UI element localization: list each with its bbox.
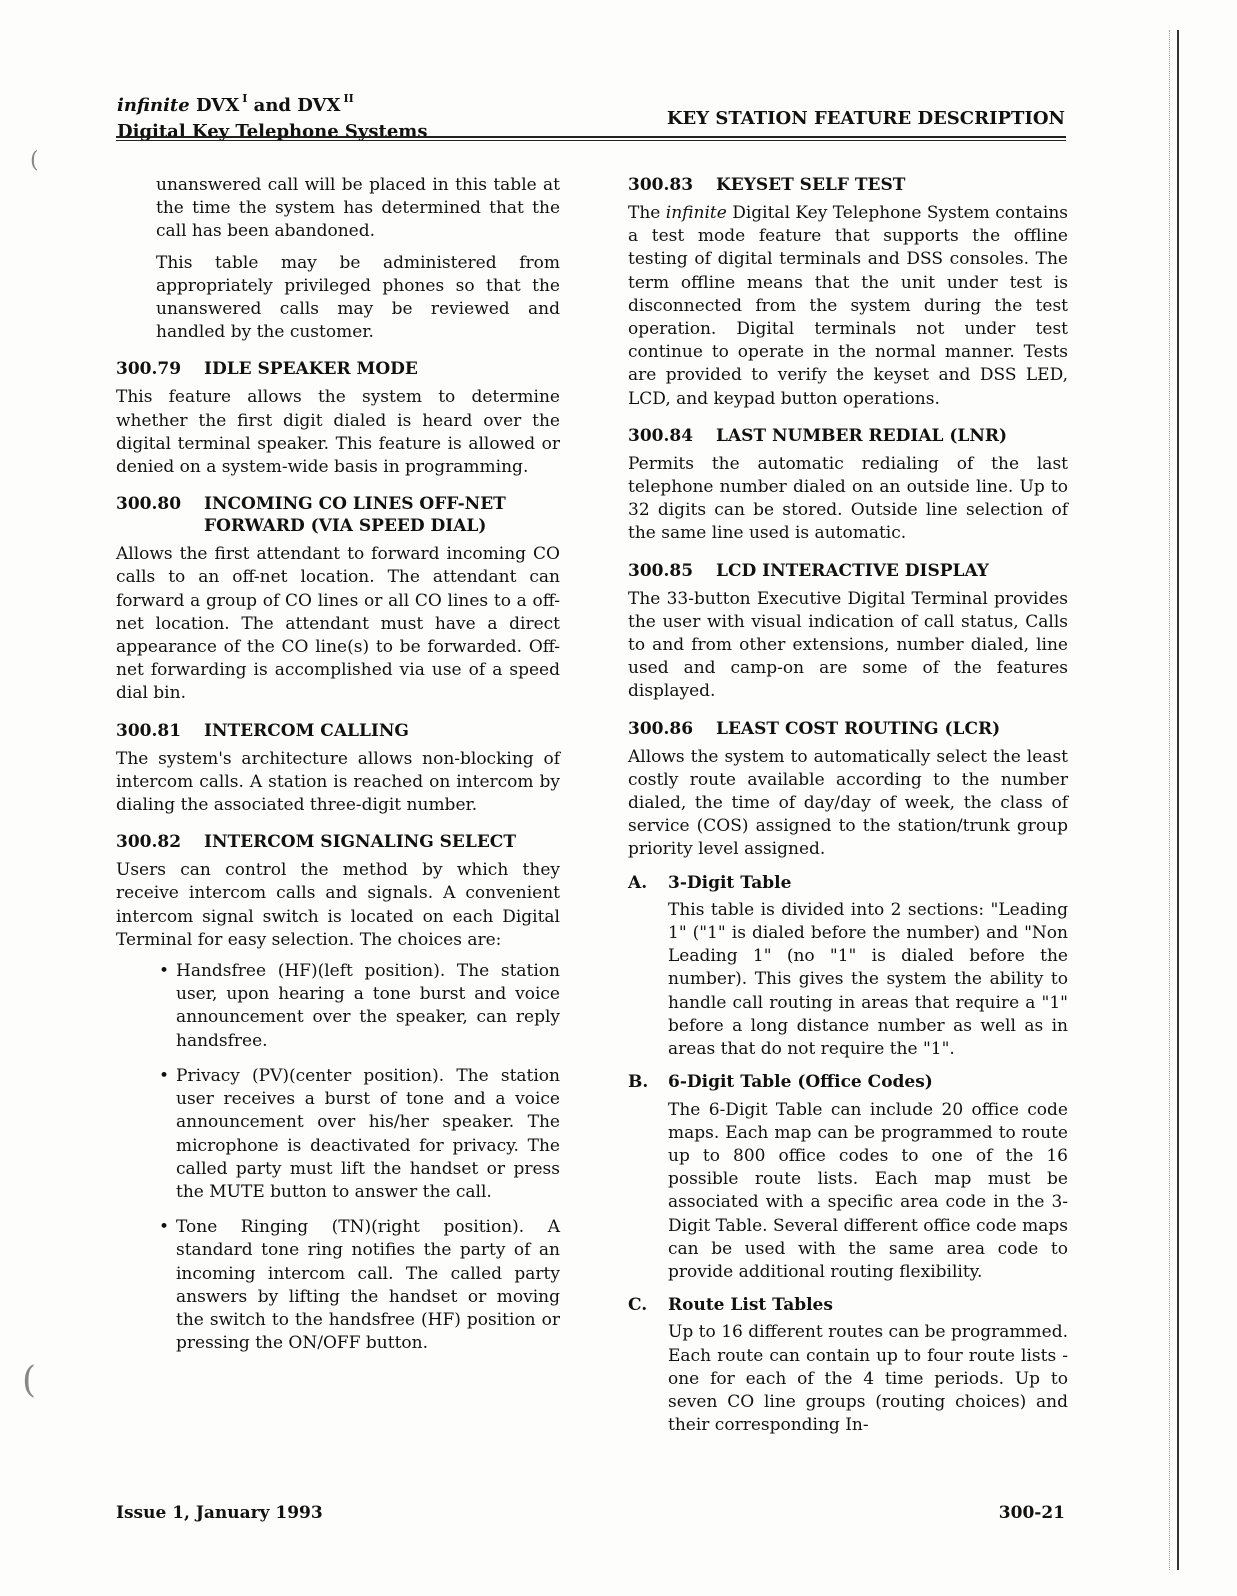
subsection-body-a: This table is divided into 2 sections: "Leading 1" ("1" is dialed before the number) and "Non Leading 1" (no "1" is dialed before the number). This gives the system the ability to handle call routing in areas that require a "1" before a long distance number as well as in areas that do not require the "1". (668, 899, 1068, 1060)
section-body-300-79: This feature allows the system to determine whether the first digit dialed is heard over the digital terminal speaker. This feature is allowed or denied on a system-wide basis in programming. (116, 387, 560, 478)
header-rule (116, 136, 1066, 138)
scan-edge-dotted (1169, 30, 1171, 1570)
section-body-300-85: The 33-button Executive Digital Terminal provides the user with visual indication of call status, Calls to and from other extensions, number dialed, line used and camp-on are some of the features displayed. (628, 588, 1068, 702)
intro-paragraph-2: This table may be administered from appropriately privileged phones so that the unanswered calls may be reviewed and handled by the customer. (156, 252, 560, 343)
section-body-300-82: Users can control the method by which they receive intercom calls and signals. A convenient intercom signal switch is located on each Digital Terminal for easy selection. The choices are: (116, 860, 560, 950)
section-heading-300-81: 300.81 INTERCOM CALLING (116, 720, 409, 741)
brand-name: infinite (117, 95, 190, 116)
brand-sup-1: I (242, 92, 248, 105)
section-body-300-86: Allows the system to automatically select the least costly route available according to the number dialed, the time of day/day of week, the class of service (COS) assigned to the station/trunk group priority level assigned. (628, 746, 1068, 860)
signal-choices-list (116, 960, 560, 1355)
page-number: 300-21 (998, 1503, 1065, 1523)
section-heading-300-79: 300.79 IDLE SPEAKER MODE (116, 359, 418, 380)
brand-model-2: and DVX (253, 95, 341, 116)
section-body-300-83: The infinite Digital Key Telephone System contains a test mode feature that supports the offline testing of digital terminals and DSS consoles. The term offline means that the unit under test is disconnected from the system during the test operation. Digital terminals not under test continue to operate in the normal manner. Tests are provided to verify the keyset and DSS LED, LCD, and keypad button operations. (628, 203, 1069, 409)
right-column (628, 174, 1068, 1443)
section-heading-300-80: 300.80 INCOMING CO LINES OFF-NET FORWARD (VIA SPEED DIAL) (116, 494, 506, 537)
section-heading-300-84: 300.84 LAST NUMBER REDIAL (LNR) (628, 425, 1008, 446)
section-body-300-84: Permits the automatic redialing of the last telephone number dialed on an outside line. Up to 32 digits can be stored. Outside line selection of the same line used is automatic. (628, 453, 1068, 544)
section-heading-300-83: 300.83 KEYSET SELF TEST (628, 175, 906, 195)
header-subtitle: Digital Key Telephone Systems (117, 121, 428, 142)
header-section-title: KEY STATION FEATURE DESCRIPTION (666, 108, 1065, 129)
list-item: • Handsfree (HF)(left position). The station user, upon hearing a tone burst and voice announcement over the speaker, can reply handsfree. (176, 960, 560, 1053)
subsection-heading-b: B. 6-Digit Table (Office Codes) (628, 1072, 933, 1093)
section-body-300-80: Allows the first attendant to forward incoming CO calls to an off-net location. The attendant can forward a group of CO lines or all CO lines to a off-net location. The attendant must have a direct appearance of the CO line(s) to be forwarded. Off-net forwarding is accomplished via use of a speed dial bin. (116, 544, 560, 704)
section-heading-300-82: 300.82 INTERCOM SIGNALING SELECT (116, 832, 516, 853)
footer-issue: Issue 1, January 1993 (116, 1503, 323, 1523)
subsection-heading-c: C. Route List Tables (628, 1295, 833, 1316)
scan-artifact: ( (30, 148, 39, 173)
list-item: • Tone Ringing (TN)(right position). A standard tone ring notifies the party of an incoming intercom call. The called party answers by lifting the handset or moving the switch to the handsfree (HF) position or pressing the ON/OFF button. (176, 1216, 560, 1355)
brand-model-1: DVX (195, 95, 240, 116)
header-rule-thin (116, 140, 1066, 141)
subsection-body-c: Up to 16 different routes can be programmed. Each route can contain up to four route lists - one for each of the 4 time periods. Up to seven CO line groups (routing choices) and their corresponding In- (668, 1322, 1068, 1436)
subsection-body-b: The 6-Digit Table can include 20 office code maps. Each map can be programmed to route up to 800 office codes to one of the 16 possible route lists. Each map must be associated with a specific area code in the 3-Digit Table. Several different office code maps can be used with the same area code to provide additional routing flexibility. (668, 1099, 1068, 1282)
brand-sup-2: II (343, 92, 354, 105)
subsection-heading-a: A. 3-Digit Table (628, 872, 792, 893)
scan-artifact: ( (22, 1360, 37, 1401)
left-column (116, 174, 560, 1367)
section-heading-300-86: 300.86 LEAST COST ROUTING (LCR) (628, 718, 1001, 739)
section-heading-300-85: 300.85 LCD INTERACTIVE DISPLAY (628, 560, 989, 581)
list-item: • Privacy (PV)(center position). The station user receives a burst of tone and a voice announcement over his/her speaker. The microphone is deactivated for privacy. The called party must lift the handset or press the MUTE button to answer the call. (176, 1065, 560, 1204)
section-body-300-81: The system's architecture allows non-blocking of intercom calls. A station is reached on intercom by dialing the associated three-digit number. (116, 748, 560, 816)
intro-paragraph-1: unanswered call will be placed in this table at the time the system has determined that the call has been abandoned. (156, 175, 560, 242)
scan-edge (1177, 30, 1179, 1570)
